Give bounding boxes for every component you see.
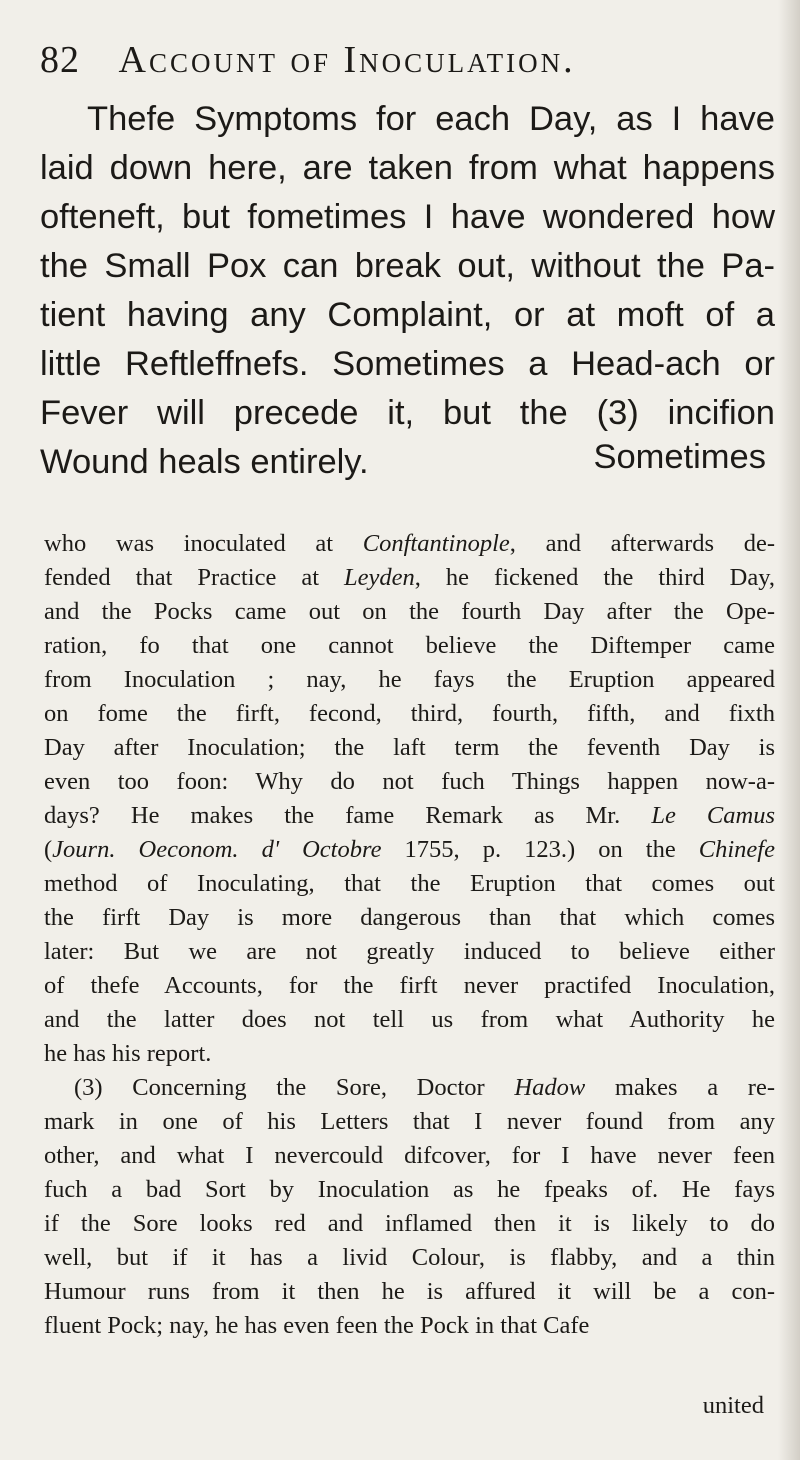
text-run: days? He makes the fame Remark as Mr. <box>44 802 652 829</box>
footnote-catchword: united <box>702 1392 764 1419</box>
footnote-line <box>44 1173 775 1207</box>
text-run: fuch a bad Sort by Inoculation as he fpeaks of. He fays <box>44 1176 775 1203</box>
running-title: Account of Inoculation. <box>118 39 576 81</box>
footnote-line <box>44 1003 775 1037</box>
main-text-line: little Reftleffnefs. Sometimes a Head-ach or <box>40 345 775 383</box>
footnote-line <box>44 1207 775 1241</box>
main-text-line: Wound heals entirely. <box>40 443 369 481</box>
text-run: ( <box>44 836 53 863</box>
footnote-line <box>44 697 775 731</box>
text-run: even too foon: Why do not fuch Things happen now-a- <box>44 768 775 795</box>
footnote-line <box>44 1139 775 1173</box>
text-run: other, and what I nevercould difcover, for I have never feen <box>44 1142 775 1169</box>
main-text <box>40 95 775 487</box>
text-run: 1755, p. 123.) on the <box>381 836 699 863</box>
footnote-line <box>44 629 775 663</box>
footnote-line <box>44 1071 775 1105</box>
text-run: Day after Inoculation; the laft term the feventh Day is <box>44 734 775 761</box>
text-run: and the Pocks came out on the fourth Day after the Ope- <box>44 598 775 625</box>
main-text-line: Thefe Symptoms for each Day, as I have <box>87 100 775 138</box>
footnote-line <box>44 561 775 595</box>
footnote-line <box>44 663 775 697</box>
footnote-line <box>44 1037 775 1071</box>
text-run: Humour runs from it then he is affured it will be a con- <box>44 1278 775 1305</box>
text-run: the firft Day is more dangerous than that which comes <box>44 904 775 931</box>
italic-run: Journ. Oeconom. d' Octobre <box>52 836 382 863</box>
text-run: (3) Concerning the Sore, Doctor <box>74 1074 515 1101</box>
text-run: fended that Practice at <box>44 564 345 591</box>
main-text-line: tient having any Complaint, or at moft of a <box>40 296 775 334</box>
footnote-line <box>44 731 775 765</box>
main-catchword: Sometimes <box>593 438 766 476</box>
page-number: 82 <box>40 39 80 81</box>
footnote-line <box>44 969 775 1003</box>
text-run: of thefe Accounts, for the firft never practifed Inoculation, <box>44 972 775 999</box>
footnote-text <box>44 527 775 1343</box>
footnote-line <box>44 1275 775 1309</box>
text-run: fluent Pock; nay, he has even feen the Pock in that Cafe <box>44 1312 590 1339</box>
footnote-line <box>44 1309 775 1343</box>
main-text-line: ofteneft, but fometimes I have wondered how <box>40 198 775 236</box>
text-run: and the latter does not tell us from what Authority he <box>44 1006 775 1033</box>
page-edge-shadow <box>778 0 800 1460</box>
footnote-line <box>44 1241 775 1275</box>
footnote-line <box>44 799 775 833</box>
footnote-line <box>44 527 775 561</box>
text-run: method of Inoculating, that the Eruption that comes out <box>44 870 775 897</box>
footnote-line <box>44 595 775 629</box>
main-text-line: Fever will precede it, but the (3) incifion <box>40 394 775 432</box>
footnote-line <box>44 935 775 969</box>
footnote-line <box>44 867 775 901</box>
footnote-line <box>44 765 775 799</box>
text-run: on fome the firft, fecond, third, fourth, fifth, and fixth <box>44 700 775 727</box>
footnote-line <box>44 1105 775 1139</box>
text-run: he has his report. <box>44 1040 212 1067</box>
text-run: mark in one of his Letters that I never found from any <box>44 1108 775 1135</box>
text-run: , he fickened the third Day, <box>414 564 775 591</box>
italic-run: Leyden <box>344 564 415 591</box>
text-run: if the Sore looks red and inflamed then it is likely to do <box>44 1210 775 1237</box>
text-run: , and afterwards de- <box>509 530 775 557</box>
footnote-line <box>44 833 775 867</box>
italic-run: Chinefe <box>698 836 775 863</box>
footnote-line <box>44 901 775 935</box>
text-run: from Inoculation ; nay, he fays the Eruption appeared <box>44 666 775 693</box>
italic-run: Le Camus <box>651 802 775 829</box>
main-text-line: laid down here, are taken from what happens <box>40 149 775 187</box>
italic-run: Conftantinople <box>362 530 510 557</box>
italic-run: Hadow <box>514 1074 586 1101</box>
text-run: well, but if it has a livid Colour, is flabby, and a thin <box>44 1244 775 1271</box>
text-run: makes a re- <box>585 1074 776 1101</box>
text-run: later: But we are not greatly induced to believe either <box>44 938 775 965</box>
text-run: who was inoculated at <box>44 530 363 557</box>
running-head <box>40 36 740 84</box>
main-text-line: the Small Pox can break out, without the Pa- <box>40 247 775 285</box>
text-run: ration, fo that one cannot believe the Diftemper came <box>44 632 775 659</box>
